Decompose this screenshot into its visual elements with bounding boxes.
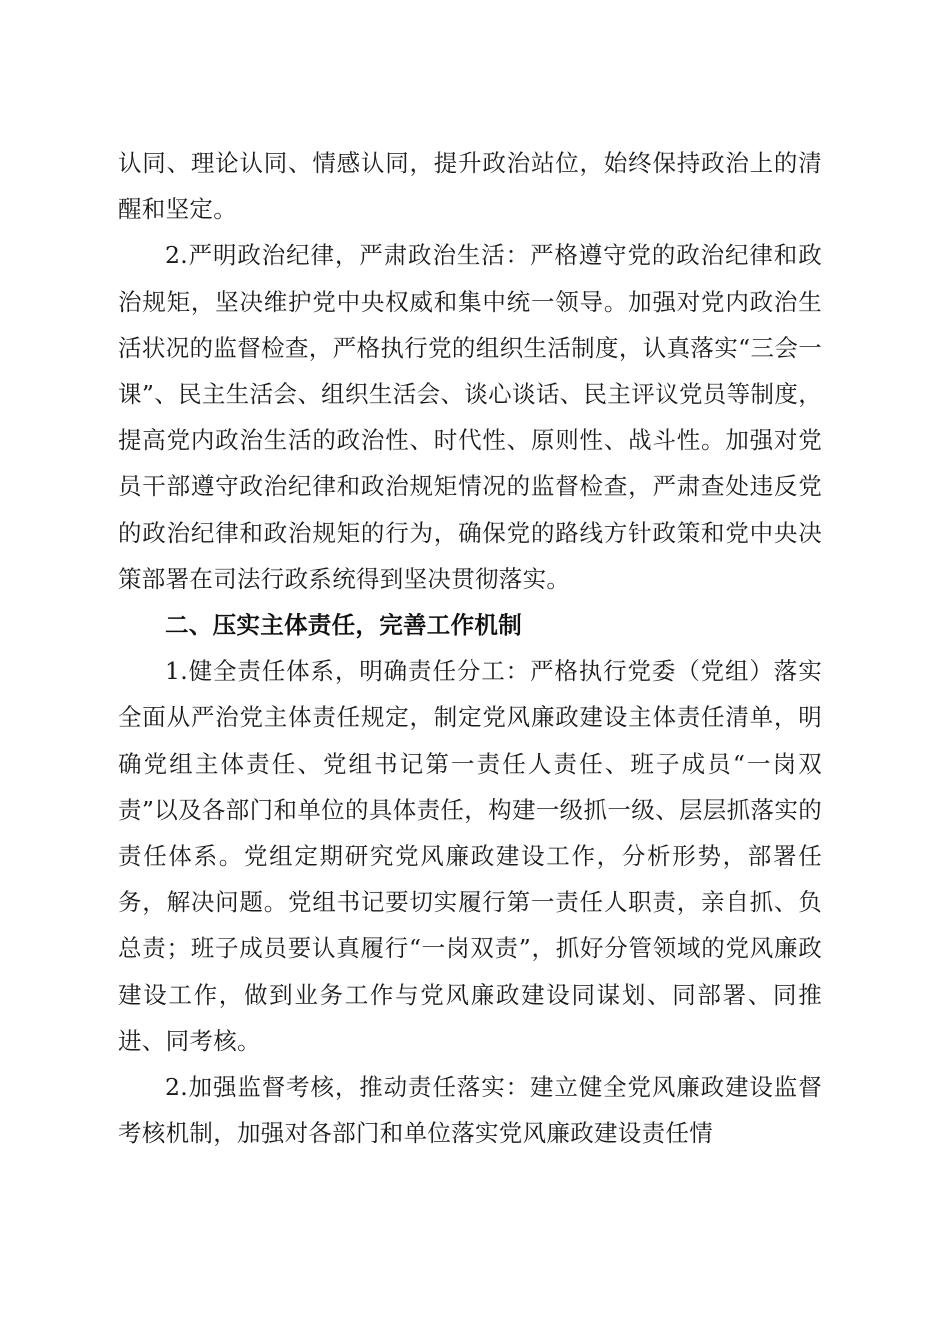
document-body — [118, 140, 822, 1156]
paragraph-responsibility-system: 1.健全责任体系，明确责任分工：严格执行党委（党组）落实全面从严治党主体责任规定，制定党风廉政建设主体责任清单，明确党组主体责任、党组书记第一责任人责任、班子成员“一岗双责”以及各部门和单位的具体责任，构建一级抓一级、层层抓落实的责任体系。党组定期研究党风廉政建设工作，分析形势，部署任务，解决问题。党组书记要切实履行第一责任人职责，亲自抓、负总责；班子成员要认真履行“一岗双责”，抓好分管领域的党风廉政建设工作，做到业务工作与党风廉政建设同谋划、同部署、同推进、同考核。 — [118, 657, 822, 1055]
paragraph-supervision-assessment: 2.加强监督考核，推动责任落实：建立健全党风廉政建设监督考核机制，加强对各部门和单位落实党风廉政建设责任情 — [118, 1073, 822, 1148]
paragraph-continuation: 认同、理论认同、情感认同，提升政治站位，始终保持政治上的清醒和坚定。 — [118, 149, 822, 224]
section-heading-2: 二、压实主体责任，完善工作机制 — [165, 611, 522, 640]
paragraph-political-discipline: 2.严明政治纪律，严肃政治生活：严格遵守党的政治纪律和政治规矩，坚决维护党中央权威和集中统一领导。加强对党内政治生活状况的监督检查，严格执行党的组织生活制度，认真落实“三会一课”、民主生活会、组织生活会、谈心谈话、民主评议党员等制度，提高党内政治生活的政治性、时代性、原则性、战斗性。加强对党员干部遵守政治纪律和政治规矩情况的监督检查，严肃查处违反党的政治纪律和政治规矩的行为，确保党的路线方针政策和党中央决策部署在司法行政系统得到坚决贯彻落实。 — [118, 241, 822, 593]
